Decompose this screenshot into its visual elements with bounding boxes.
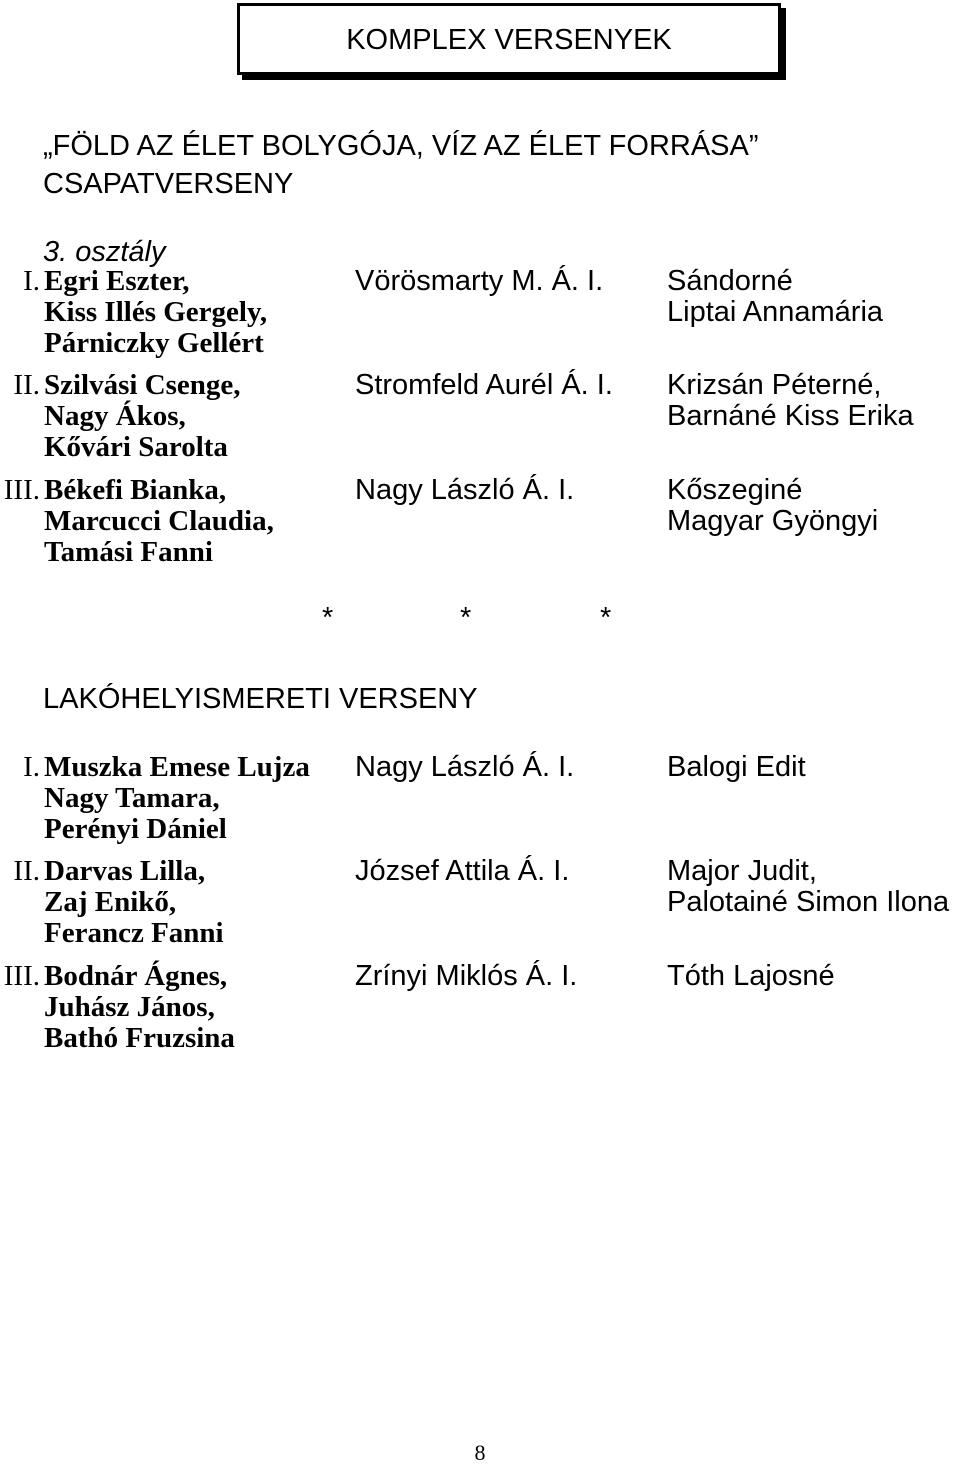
page-title: KOMPLEX VERSENYEK: [346, 24, 672, 56]
teacher-name: Liptai Annamária: [667, 296, 884, 328]
school-name: József Attila Á. I.: [355, 855, 570, 887]
team-members: [44, 752, 310, 845]
page-number: 8: [474, 1440, 486, 1465]
rank-label: I.: [23, 751, 40, 783]
teacher-name: Krizsán Péterné,: [667, 369, 882, 401]
member-name: Szilvási Csenge,: [44, 369, 241, 401]
teachers: [667, 266, 883, 328]
section1-heading-line2: CSAPATVERSENY: [43, 168, 294, 200]
rank-label: III.: [3, 474, 40, 506]
teachers: [667, 370, 914, 432]
rank-label: III.: [3, 960, 40, 992]
separator-star: *: [322, 602, 334, 634]
section1-heading-line1: „FÖLD AZ ÉLET BOLYGÓJA, VÍZ AZ ÉLET FORRÁSA”: [43, 130, 759, 162]
teachers: [667, 752, 806, 783]
rank-label: II.: [13, 855, 40, 887]
member-name: Nagy Tamara,: [44, 782, 220, 814]
school-name: Vörösmarty M. Á. I.: [355, 265, 604, 297]
team-members: [44, 856, 224, 949]
teacher-name: Kőszeginé: [667, 474, 803, 506]
separator-star: *: [460, 602, 472, 634]
member-name: Tamási Fanni: [44, 536, 213, 568]
title-box: [237, 3, 781, 75]
teacher-name: Tóth Lajosné: [667, 960, 835, 992]
teacher-name: Sándorné: [667, 265, 793, 297]
team-members: [44, 475, 274, 568]
school-name: Stromfeld Aurél Á. I.: [355, 369, 613, 401]
member-name: Darvas Lilla,: [44, 855, 206, 887]
separator-star: *: [600, 602, 612, 634]
member-name: Kővári Sarolta: [44, 431, 228, 463]
team-members: [44, 370, 241, 463]
member-name: Nagy Ákos,: [44, 400, 186, 432]
team-members: [44, 961, 235, 1054]
rank-label: I.: [23, 265, 40, 297]
teachers: [667, 961, 835, 992]
member-name: Párniczky Gellért: [44, 327, 264, 359]
member-name: Juhász János,: [44, 991, 215, 1023]
section2-heading: LAKÓHELYISMERETI VERSENY: [43, 683, 478, 715]
member-name: Békefi Bianka,: [44, 474, 227, 506]
school-name: Nagy László Á. I.: [355, 474, 575, 506]
grade-label: 3. osztály: [43, 236, 166, 268]
member-name: Marcucci Claudia,: [44, 505, 274, 537]
teacher-name: Major Judit,: [667, 855, 817, 887]
member-name: Bathó Fruzsina: [44, 1022, 235, 1054]
teacher-name: Palotainé Simon Ilona: [667, 886, 950, 918]
member-name: Kiss Illés Gergely,: [44, 296, 268, 328]
member-name: Zaj Enikő,: [44, 886, 177, 918]
team-members: [44, 266, 267, 359]
member-name: Perényi Dániel: [44, 813, 227, 845]
member-name: Egri Eszter,: [44, 265, 190, 297]
member-name: Muszka Emese Lujza: [44, 751, 310, 783]
teacher-name: Magyar Gyöngyi: [667, 505, 879, 537]
school-name: Zrínyi Miklós Á. I.: [355, 960, 578, 992]
teachers: [667, 475, 878, 537]
rank-label: II.: [13, 369, 40, 401]
member-name: Bodnár Ágnes,: [44, 960, 228, 992]
teachers: [667, 856, 949, 918]
member-name: Ferancz Fanni: [44, 917, 224, 949]
teacher-name: Barnáné Kiss Erika: [667, 400, 914, 432]
school-name: Nagy László Á. I.: [355, 751, 575, 783]
teacher-name: Balogi Edit: [667, 751, 806, 783]
